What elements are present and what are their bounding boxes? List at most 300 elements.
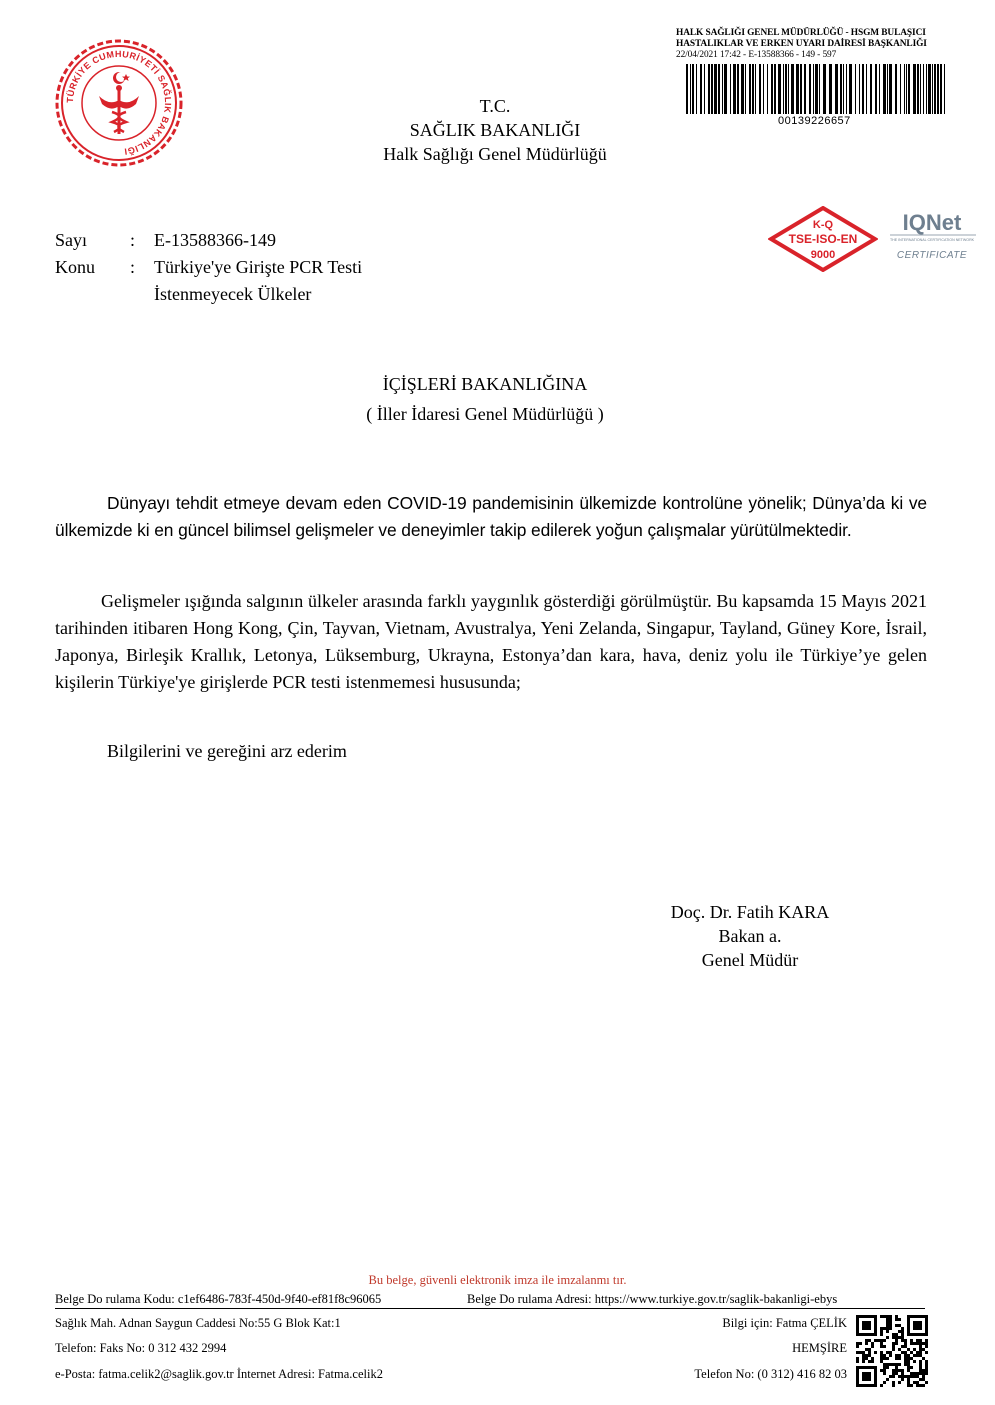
konu-label: Konu [55, 257, 95, 277]
qr-module [910, 1351, 913, 1354]
barcode-bar [846, 64, 847, 114]
qr-finder [862, 1321, 871, 1330]
qr-module [889, 1375, 892, 1378]
barcode-bar [920, 64, 921, 114]
header-ministry: SAĞLIK BAKANLIĞI [409, 120, 581, 140]
qr-module [871, 1345, 874, 1348]
esign-note: Bu belge, güvenli elektronik imza ile imzalanmı tır. [368, 1273, 627, 1287]
qr-module [889, 1363, 892, 1366]
qr-module [925, 1381, 928, 1384]
header-directorate: Halk Sağlığı Genel Müdürlüğü [383, 144, 607, 164]
qr-module [868, 1360, 871, 1363]
barcode-bar [708, 64, 710, 114]
qr-module [904, 1363, 907, 1366]
qr-module [883, 1372, 886, 1375]
barcode-bar [859, 64, 860, 114]
barcode-bar [785, 64, 787, 114]
qr-module [889, 1321, 892, 1324]
qr-module [868, 1351, 871, 1354]
qr-module [889, 1354, 892, 1357]
qr-module [880, 1315, 883, 1318]
qr-module [883, 1315, 886, 1318]
qr-module [856, 1360, 859, 1363]
qr-module [919, 1342, 922, 1345]
qr-module [868, 1339, 871, 1342]
barcode-bar [944, 64, 945, 114]
barcode-bar [843, 64, 844, 114]
barcode-bar [823, 64, 826, 114]
barcode-bar [730, 64, 731, 114]
qr-module [895, 1366, 898, 1369]
barcode-number: 00139226657 [778, 115, 851, 127]
barcode-bar [749, 64, 751, 114]
barcode-bar [722, 64, 723, 114]
qr-module [892, 1369, 895, 1372]
qr-module [865, 1339, 868, 1342]
qr-module [910, 1357, 913, 1360]
qr-module [859, 1351, 862, 1354]
qr-module [904, 1354, 907, 1357]
qr-module [901, 1336, 904, 1339]
barcode-bar [883, 64, 886, 114]
qr-module [907, 1354, 910, 1357]
kq-line-1: K-Q [812, 219, 834, 231]
barcode-bar [783, 64, 784, 114]
barcode-bar [917, 64, 919, 114]
barcode-line-1: HALK SAĞLIĞI GENEL MÜDÜRLÜĞÜ - HSGM BULAŞICI [676, 28, 926, 38]
qr-module [871, 1360, 874, 1363]
qr-module [907, 1384, 910, 1387]
qr-module [895, 1372, 898, 1375]
qr-module [889, 1318, 892, 1321]
qr-module [883, 1366, 886, 1369]
qr-module [892, 1384, 895, 1387]
qr-module [925, 1345, 928, 1348]
qr-module [898, 1363, 901, 1366]
barcode-bar [932, 64, 933, 114]
qr-module [883, 1363, 886, 1366]
verify-address[interactable]: Belge Do rulama Adresi: https://www.turkiye.gov.tr/saglik-bakanligi-ebys [467, 1292, 838, 1306]
konu-value-line-2: İstenmeyecek Ülkeler [154, 284, 312, 304]
footer-phone-fax: Telefon: Faks No: 0 312 432 2994 [55, 1341, 227, 1355]
qr-module [901, 1345, 904, 1348]
barcode-header [676, 28, 966, 61]
qr-module [886, 1336, 889, 1339]
barcode-bar [887, 64, 888, 114]
qr-module [895, 1315, 898, 1318]
qr-module [886, 1366, 889, 1369]
qr-module [871, 1357, 874, 1360]
barcode-bar [809, 64, 811, 114]
signatory-name: Doç. Dr. Fatih KARA [670, 902, 830, 922]
qr-module [922, 1384, 925, 1387]
qr-module [922, 1375, 925, 1378]
qr-module [883, 1327, 886, 1330]
qr-module [886, 1318, 889, 1321]
qr-module [904, 1339, 907, 1342]
footer-contact-phone: Telefon No: (0 312) 416 82 03 [694, 1367, 847, 1381]
barcode-bar [928, 64, 931, 114]
barcode-bar [711, 64, 713, 114]
qr-module [883, 1354, 886, 1357]
qr-module [901, 1351, 904, 1354]
kq-line-3: 9000 [810, 249, 836, 261]
barcode-bar [690, 64, 691, 114]
ministry-logo [52, 36, 186, 170]
qr-module [901, 1375, 904, 1378]
qr-module [922, 1342, 925, 1345]
qr-module [892, 1342, 895, 1345]
barcode-bar [774, 64, 776, 114]
qr-module [871, 1342, 874, 1345]
qr-module [910, 1339, 913, 1342]
qr-module [898, 1354, 901, 1357]
qr-module [919, 1378, 922, 1381]
barcode-bar [937, 64, 939, 114]
qr-module [901, 1378, 904, 1381]
qr-module [883, 1381, 886, 1384]
qr-module [892, 1381, 895, 1384]
barcode-bar [862, 64, 864, 114]
qr-module [916, 1342, 919, 1345]
qr-module [856, 1351, 859, 1354]
qr-module [886, 1327, 889, 1330]
qr-module [922, 1348, 925, 1351]
barcode-bar [934, 64, 936, 114]
qr-module [907, 1357, 910, 1360]
qr-module [892, 1345, 895, 1348]
barcode-bar [718, 64, 720, 114]
qr-module [901, 1369, 904, 1372]
qr-module [919, 1351, 922, 1354]
barcode-bar [906, 64, 907, 114]
qr-module [919, 1366, 922, 1369]
barcode-bar [704, 64, 705, 114]
qr-module [892, 1375, 895, 1378]
qr-module [904, 1342, 907, 1345]
iqnet-brand: IQNet [902, 210, 962, 235]
barcode-bar [923, 64, 924, 114]
qr-module [919, 1360, 922, 1363]
qr-module [904, 1345, 907, 1348]
qr-module [892, 1333, 895, 1336]
barcode-bar [804, 64, 806, 114]
barcode-bar [813, 64, 814, 114]
signatory-role-1: Bakan a. [718, 926, 782, 946]
qr-module [892, 1348, 895, 1351]
barcode-line-3: 22/04/2021 17:42 - E-13588366 - 149 - 597 [676, 50, 837, 60]
barcode-bar [889, 64, 892, 114]
qr-module [898, 1324, 901, 1327]
barcode-bar [940, 64, 942, 114]
barcode-bar [733, 64, 736, 114]
qr-module [898, 1381, 901, 1384]
qr-module [898, 1318, 901, 1321]
qr-module [895, 1318, 898, 1321]
qr-module [925, 1366, 928, 1369]
recipient-line-1: İÇİŞLERİ BAKANLIĞINA [382, 374, 588, 394]
barcode-bar [913, 64, 916, 114]
qr-module [886, 1378, 889, 1381]
qr-module [910, 1372, 913, 1375]
barcode-bar [767, 64, 768, 114]
qr-finder [862, 1372, 871, 1381]
qr-module [925, 1369, 928, 1372]
barcode-bar [714, 64, 717, 114]
qr-module [892, 1372, 895, 1375]
qr-module [886, 1363, 889, 1366]
qr-module [895, 1369, 898, 1372]
qr-module [880, 1357, 883, 1360]
qr-module [874, 1339, 877, 1342]
qr-module [880, 1360, 883, 1363]
qr-module [919, 1345, 922, 1348]
qr-module [901, 1333, 904, 1336]
qr-module [859, 1342, 862, 1345]
qr-module [862, 1354, 865, 1357]
qr-module [907, 1360, 910, 1363]
qr-module [892, 1336, 895, 1339]
barcode-bar [855, 64, 856, 114]
barcode-bar [908, 64, 910, 114]
qr-module [916, 1381, 919, 1384]
qr-module [880, 1342, 883, 1345]
barcode-bar [745, 64, 746, 114]
qr-module [895, 1336, 898, 1339]
qr-module [919, 1354, 922, 1357]
qr-module [916, 1354, 919, 1357]
footer-divider [55, 1308, 925, 1309]
qr-module [886, 1330, 889, 1333]
barcode-bar [755, 64, 756, 114]
qr-module [862, 1357, 865, 1360]
iqnet-small: THE INTERNATIONAL CERTIFICATION NETWORK [889, 238, 975, 242]
qr-module [895, 1333, 898, 1336]
body-paragraph-2: Gelişmeler ışığında salgının ülkeler arasında farklı yaygınlık gösterdiği görülmüştür. Bu kapsamda 15 Mayıs 2021 tarihinden itibaren Hong Kong, Çin, Tayvan, Vietnam, Avustralya, Yeni Zelanda, Singapur, Tayland, Güney Kore, İsrail, Japonya, Birleşik Krallık, Letonya, Lüksemburg, Ukrayna, Estonya’dan kara, hava, deniz yolu ile Türkiye’ye gelen kişilerin Türkiye'ye girişlerde PCR testi istenmemesi hususunda; [55, 591, 927, 692]
qr-module [913, 1342, 916, 1345]
footer-contact-title: HEMŞİRE [792, 1341, 847, 1355]
qr-module [901, 1372, 904, 1375]
qr-finder [913, 1321, 922, 1330]
qr-module [880, 1333, 883, 1336]
qr-module [907, 1378, 910, 1381]
qr-module [886, 1324, 889, 1327]
qr-module [910, 1384, 913, 1387]
barcode-bar [870, 64, 872, 114]
footer-address: Sağlık Mah. Adnan Saygun Caddesi No:55 G Blok Kat:1 [55, 1316, 341, 1330]
qr-module [883, 1339, 886, 1342]
qr-module [925, 1342, 928, 1345]
qr-module [868, 1354, 871, 1357]
qr-module [877, 1339, 880, 1342]
qr-module [856, 1357, 859, 1360]
qr-module [895, 1354, 898, 1357]
qr-module [880, 1327, 883, 1330]
sayi-value: E-13588366-149 [154, 230, 276, 250]
qr-module [907, 1369, 910, 1372]
qr-module [916, 1384, 919, 1387]
qr-module [856, 1345, 859, 1348]
barcode-bar [926, 64, 927, 114]
barcode-line-2: HASTALIKLAR VE ERKEN UYARI DAİRESİ BAŞKANLIĞI [676, 39, 927, 49]
konu-value-line-1: Türkiye'ye Girişte PCR Testi [154, 257, 363, 277]
barcode-bar [819, 64, 820, 114]
qr-module [856, 1342, 859, 1345]
qr-module [907, 1363, 910, 1366]
barcode-bar [692, 64, 694, 114]
konu-colon: : [130, 257, 136, 277]
barcode-bar [866, 64, 867, 114]
iqnet-certificate-badge [880, 208, 984, 266]
qr-module [919, 1384, 922, 1387]
qr-module [880, 1369, 883, 1372]
barcode-bar [829, 64, 832, 114]
verify-code: Belge Do rulama Kodu: c1ef6486-783f-450d-9f40-ef81f8c96065 [55, 1292, 382, 1306]
qr-module [904, 1357, 907, 1360]
barcode-bar [815, 64, 818, 114]
body-paragraph-1: Dünyayı tehdit etmeye devam eden COVID-19 pandemisinin ülkemizde kontrolüne yönelik; Dünya’da ki ve ülkemizde ki en güncel bilimsel gelişmeler ve deneyimler takip edilerek yoğun çalışmalar yürütülmektedir. [55, 493, 927, 540]
barcode-bar [700, 64, 702, 114]
signatory-role-2: Genel Müdür [701, 950, 799, 970]
kq-line-2: TSE-ISO-EN [788, 232, 858, 246]
qr-module [904, 1360, 907, 1363]
qr-module [907, 1381, 910, 1384]
barcode-bar [724, 64, 727, 114]
qr-module [883, 1369, 886, 1372]
qr-module [919, 1369, 922, 1372]
qr-module [880, 1351, 883, 1354]
qr-module [913, 1348, 916, 1351]
qr-module [874, 1351, 877, 1354]
qr-module [889, 1324, 892, 1327]
qr-module [901, 1330, 904, 1333]
qr-module [892, 1363, 895, 1366]
qr-module [901, 1339, 904, 1342]
barcode [686, 64, 948, 114]
barcode-bar [904, 64, 905, 114]
qr-module [919, 1348, 922, 1351]
barcode-bar [771, 64, 773, 114]
qr-module [886, 1321, 889, 1324]
qr-module [895, 1357, 898, 1360]
barcode-bar [752, 64, 754, 114]
qr-module [925, 1339, 928, 1342]
qr-module [916, 1375, 919, 1378]
qr-module [865, 1342, 868, 1345]
qr-module [880, 1384, 883, 1387]
qr-module [883, 1357, 886, 1360]
qr-module [880, 1345, 883, 1348]
qr-module [925, 1372, 928, 1375]
footer-contact: Bilgi için: Fatma ÇELİK [722, 1316, 847, 1330]
qr-module [895, 1342, 898, 1345]
qr-module [865, 1348, 868, 1351]
qr-module [910, 1375, 913, 1378]
barcode-bar [737, 64, 739, 114]
barcode-bar [800, 64, 802, 114]
qr-module [916, 1351, 919, 1354]
qr-module [913, 1372, 916, 1375]
qr-module [919, 1339, 922, 1342]
qr-module [913, 1375, 916, 1378]
qr-module [907, 1348, 910, 1351]
qr-module [865, 1354, 868, 1357]
recipient-line-2: ( İller İdaresi Genel Müdürlüğü ) [366, 404, 604, 424]
iqnet-caption: CERTIFICATE [896, 250, 968, 261]
qr-module [862, 1360, 865, 1363]
qr-module [922, 1357, 925, 1360]
qr-module [886, 1351, 889, 1354]
qr-module [925, 1363, 928, 1366]
qr-module [886, 1315, 889, 1318]
qr-module [904, 1375, 907, 1378]
qr-module [913, 1360, 916, 1363]
qr-module [889, 1351, 892, 1354]
qr-module [898, 1330, 901, 1333]
qr-module [913, 1381, 916, 1384]
barcode-bar [900, 64, 901, 114]
qr-module [895, 1339, 898, 1342]
footer-email[interactable]: e-Posta: fatma.celik2@saglik.gov.tr İnternet Adresi: Fatma.celik2 [55, 1367, 383, 1381]
qr-module [895, 1324, 898, 1327]
qr-module [913, 1354, 916, 1357]
barcode-bar [895, 64, 897, 114]
qr-module [889, 1327, 892, 1330]
barcode-bar [879, 64, 880, 114]
barcode-bar [849, 64, 852, 114]
qr-module [922, 1369, 925, 1372]
qr-module [880, 1330, 883, 1333]
qr-module [922, 1378, 925, 1381]
qr-module [868, 1348, 871, 1351]
qr-module [916, 1372, 919, 1375]
barcode-bar [796, 64, 799, 114]
barcode-bar [788, 64, 789, 114]
qr-module [883, 1345, 886, 1348]
qr-module [907, 1366, 910, 1369]
qr-module [898, 1375, 901, 1378]
qr-module [862, 1351, 865, 1354]
barcode-bar [791, 64, 794, 114]
barcode-bar [759, 64, 761, 114]
kq-certificate-badge [768, 206, 878, 272]
barcode-bar [778, 64, 781, 114]
barcode-bar [763, 64, 764, 114]
qr-module [925, 1351, 928, 1354]
qr-module [880, 1339, 883, 1342]
closing-line: Bilgilerini ve gereğini arz ederim [107, 741, 347, 761]
qr-module [916, 1339, 919, 1342]
qr-module [919, 1372, 922, 1375]
qr-module [901, 1327, 904, 1330]
barcode-bar [696, 64, 697, 114]
qr-module [895, 1363, 898, 1366]
qr-module [907, 1375, 910, 1378]
barcode-bar [835, 64, 838, 114]
qr-module [898, 1369, 901, 1372]
qr-module [910, 1342, 913, 1345]
logo-ring-text: TÜRKİYE CUMHURİYETİ SAĞLIK BAKANLIĞI [64, 48, 174, 157]
sayi-colon: : [130, 230, 136, 250]
qr-module [898, 1336, 901, 1339]
qr-code [856, 1315, 928, 1387]
barcode-bar [840, 64, 842, 114]
qr-module [898, 1348, 901, 1351]
qr-module [904, 1351, 907, 1354]
qr-module [925, 1360, 928, 1363]
qr-module [898, 1357, 901, 1360]
qr-module [886, 1357, 889, 1360]
